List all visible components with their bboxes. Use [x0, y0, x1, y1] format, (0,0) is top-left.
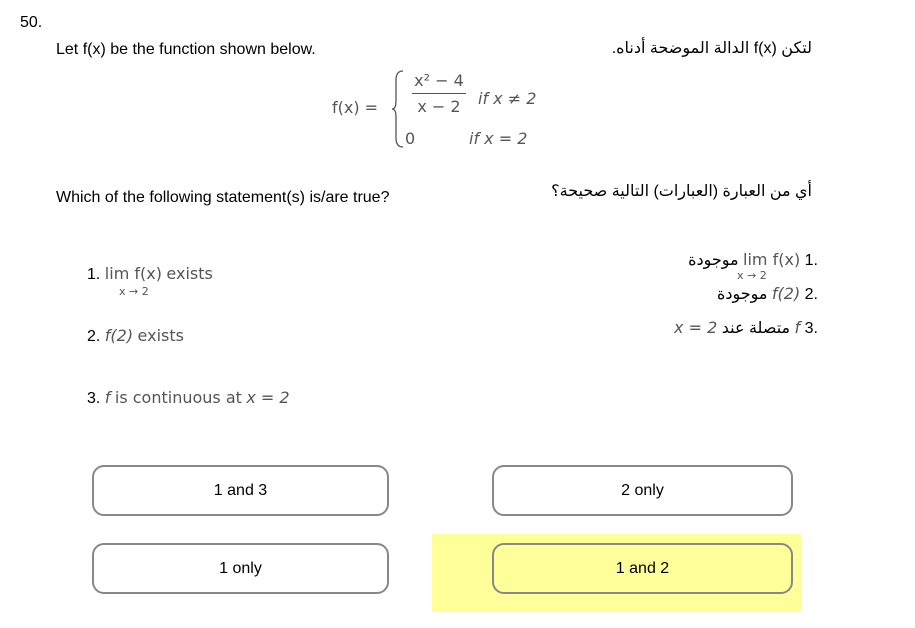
option-2-text: exists	[137, 326, 184, 345]
case1-condition: if x ≠ 2	[478, 89, 537, 108]
fraction-denominator: x − 2	[417, 97, 461, 116]
answer-button-2-only[interactable]: 2 only	[492, 465, 793, 516]
answer-button-1-and-3[interactable]: 1 and 3	[92, 465, 389, 516]
english-intro: Let f(x) be the function shown below.	[56, 41, 316, 58]
english-question: Which of the following statement(s) is/are true?	[56, 189, 390, 206]
english-option-2: 2. f(2) exists	[87, 326, 184, 345]
function-lhs: f(x) =	[332, 98, 379, 117]
option-3-math2: x = 2	[246, 388, 290, 407]
left-brace-icon	[391, 70, 405, 148]
arabic-option-1-subscript: x → 2	[737, 269, 767, 282]
answer-button-1-only[interactable]: 1 only	[92, 543, 389, 594]
option-3-text: is continuous at	[114, 388, 242, 407]
option-3-math: f	[104, 388, 111, 407]
arabic-question: أي من العبارة (العبارات) التالية صحيحة؟	[551, 183, 812, 200]
english-option-1: 1. lim f(x) exists	[87, 264, 213, 283]
arabic-option-1: .1 lim f(x) موجودة	[688, 250, 818, 269]
option-2-math: f(2)	[104, 326, 134, 345]
arabic-intro: لتكن f(x) الدالة الموضحة أدناه.	[611, 40, 812, 57]
arabic-option-3: .3 f متصلة عند x = 2	[674, 318, 818, 337]
question-number: 50.	[20, 14, 43, 31]
option-1-subscript: x → 2	[119, 285, 149, 298]
fraction-numerator: x² − 4	[414, 71, 464, 90]
answer-button-1-and-2[interactable]: 1 and 2	[492, 543, 793, 594]
case2-condition: if x = 2	[469, 129, 528, 148]
option-1-math: lim f(x)	[104, 264, 162, 283]
english-option-3: 3. f is continuous at x = 2	[87, 388, 290, 407]
function-fraction	[412, 71, 466, 116]
option-1-text: exists	[166, 264, 213, 283]
arabic-option-2: .2 f(2) موجودة	[716, 284, 818, 303]
fraction-bar	[412, 93, 466, 94]
case2-value: 0	[405, 129, 416, 148]
